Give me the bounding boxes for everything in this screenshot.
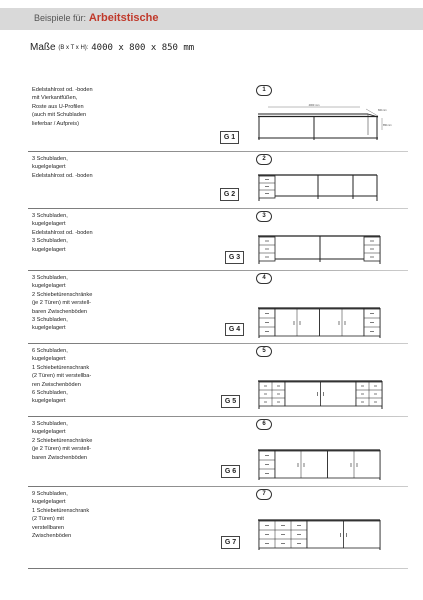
table-drawing-g4: [248, 304, 408, 340]
variant-description: Edelstahlrost od. -boden mit Vierkantfüßen, Roste aus U-Profilen (auch mit Schubladen lieferbar / Aufpreis): [32, 87, 93, 127]
variant-g2: [28, 151, 408, 206]
section-divider: [28, 416, 408, 417]
variant-description: 3 Schubladen, kugelgelagert Edelstahlrost od. -boden 3 Schubladen, kugelgelagert: [32, 213, 93, 253]
section-divider: [28, 151, 408, 152]
page-header: [34, 12, 159, 24]
variant-number-badge: 4: [256, 273, 272, 284]
section-divider: [28, 208, 408, 209]
dimensions-line: [30, 42, 194, 53]
variant-number-badge: 5: [256, 346, 272, 357]
variant-g3: [28, 208, 408, 268]
section-divider: [28, 486, 408, 487]
variant-number-badge: 7: [256, 489, 272, 500]
variant-code-box: G 1: [220, 131, 239, 144]
section-divider: [28, 270, 408, 271]
variant-g6: [28, 416, 408, 484]
variant-g4: [28, 270, 408, 342]
variant-g7: [28, 486, 408, 566]
variant-number-badge: 1: [256, 85, 272, 96]
dimensions-axes: (B x T x H):: [58, 45, 89, 51]
variant-description: 9 Schubladen, kugelgelagert 1 Schiebetürenschrank (2 Türen) mit verstellbaren Zwischenböden: [32, 491, 90, 540]
header-prefix: Beispiele für:: [34, 13, 87, 23]
dimensions-value: 4000 x 800 x 850 mm: [91, 43, 195, 53]
variant-number-badge: 2: [256, 154, 272, 165]
header-title: Arbeitstische: [88, 12, 159, 24]
variant-code-box: G 4: [225, 323, 244, 336]
variant-g1: [28, 80, 408, 150]
table-drawing-g6: [248, 446, 408, 482]
depth-annotation: 800 mm: [378, 109, 387, 112]
variant-g5: [28, 343, 408, 415]
variant-description: 3 Schubladen, kugelgelagert 2 Schiebetürenschränke (je 2 Türen) mit verstell- baren Zwischenböden: [32, 421, 93, 461]
variant-code-box: G 5: [221, 395, 240, 408]
variant-code-box: G 2: [220, 188, 239, 201]
variant-code-box: G 7: [221, 536, 240, 549]
width-annotation: 4000 mm: [308, 104, 320, 107]
table-drawing-g3: [248, 230, 408, 266]
table-drawing-g2: [248, 169, 408, 203]
dimensions-label: Maße: [30, 42, 56, 53]
table-drawing-g5: [248, 377, 408, 411]
section-divider: [28, 343, 408, 344]
height-annotation: 850 mm: [383, 124, 392, 127]
variant-number-badge: 3: [256, 211, 272, 222]
table-drawing-g1: [248, 104, 408, 144]
variant-description: 3 Schubladen, kugelgelagert 2 Schiebetürenschränke (je 2 Türen) mit verstell- baren Zwischenböden 3 Schubladen, kugelgelagert: [32, 275, 93, 332]
variant-number-badge: 6: [256, 419, 272, 430]
variant-code-box: G 6: [221, 465, 240, 478]
variant-description: 3 Schubladen, kugelgelagert Edelstahlrost od. -boden: [32, 156, 93, 179]
footer-divider: [28, 568, 408, 569]
variant-description: 6 Schubladen, kugelgelagert 1 Schiebetürenschrank (2 Türen) mit verstellba- ren Zwischenböden 6 Schubladen, kugelgelagert: [32, 348, 92, 405]
variant-code-box: G 3: [225, 251, 244, 264]
table-drawing-g7: [248, 516, 408, 552]
